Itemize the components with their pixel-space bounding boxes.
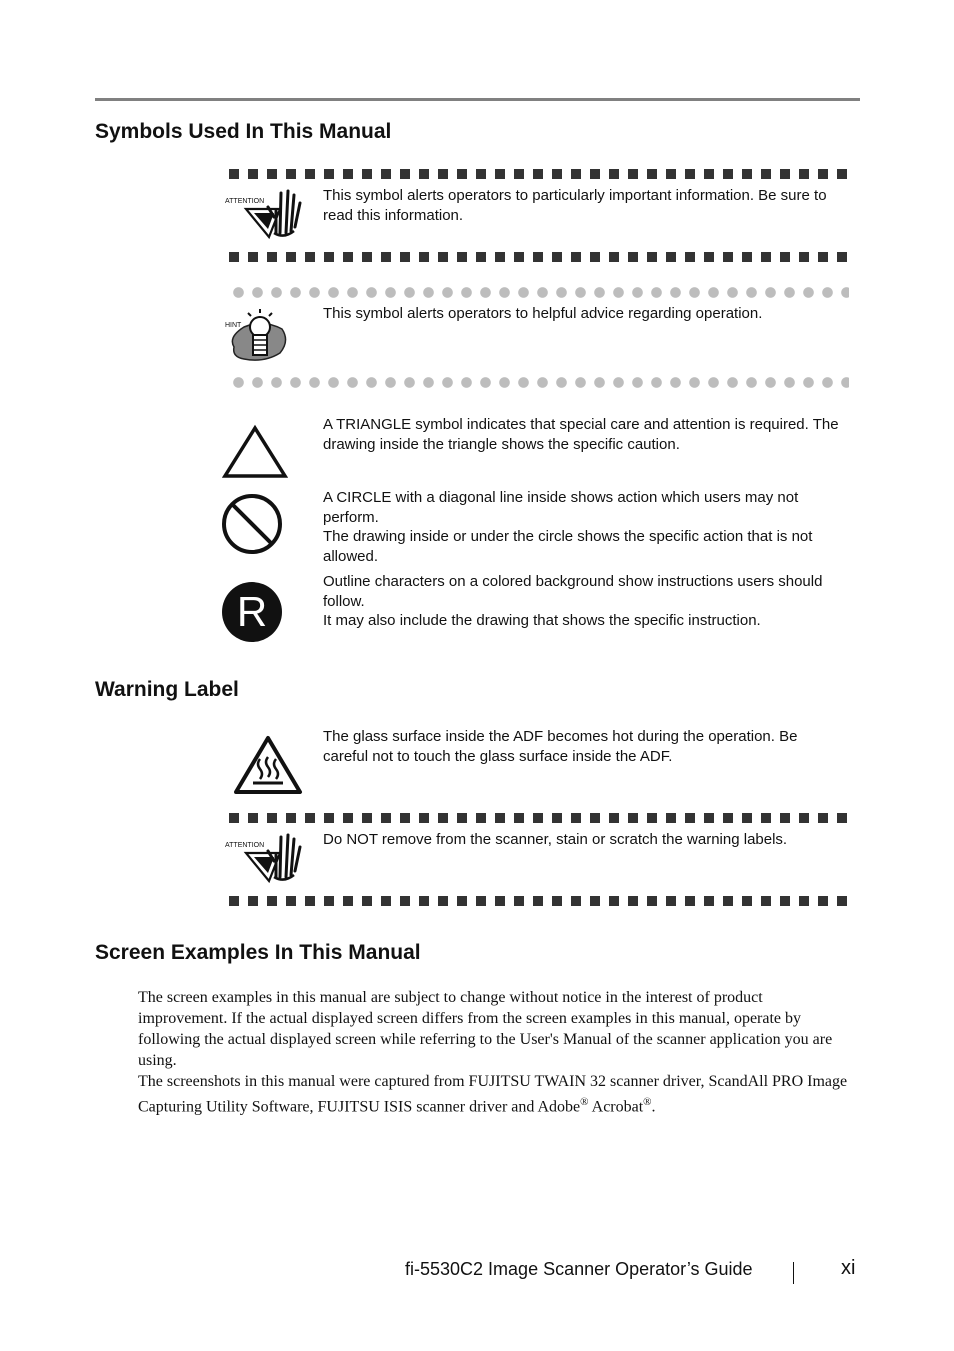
screen-paragraph-1: The screen examples in this manual are subject to change without notice in the interest of product improvement. If the actual displayed screen differs from the screen examples in this manual, operate by following the actual displayed screen while referring to the User's Manual of the scanner application you are using.	[138, 989, 833, 1069]
attention-bottom-divider	[229, 252, 849, 262]
warning-attention-top-divider	[229, 813, 849, 823]
attention-top-divider	[229, 169, 849, 179]
screen-paragraph-2	[138, 1071, 853, 1117]
warning-attention-bottom-divider	[229, 896, 849, 906]
triangle-text: A TRIANGLE symbol indicates that special care and attention is required. The drawing inside the triangle shows the specific caution.	[323, 416, 839, 453]
circle-text	[323, 488, 853, 566]
screen-heading: Screen Examples In This Manual	[95, 941, 421, 964]
hint-top-divider	[229, 287, 849, 298]
r-text-2: It may also include the drawing that shows the specific instruction.	[323, 612, 761, 629]
footer-page-number: xi	[841, 1257, 856, 1279]
hint-icon	[224, 307, 290, 363]
warning-heading: Warning Label	[95, 678, 239, 701]
registered-mark-acrobat: ®	[643, 1096, 652, 1108]
warning-attention-icon	[224, 831, 306, 885]
top-rule	[95, 98, 860, 101]
circle-text-2: The drawing inside or under the circle shows the specific action that is not allowed.	[323, 528, 813, 565]
r-text	[323, 572, 863, 631]
circle-text-1: A CIRCLE with a diagonal line inside shows action which users may not perform.	[323, 489, 799, 526]
hint-text: This symbol alerts operators to helpful advice regarding operation.	[323, 305, 763, 322]
hint-bottom-divider	[229, 377, 849, 388]
attention-text: This symbol alerts operators to particularly important information. Be sure to read this information.	[323, 187, 827, 224]
attention-icon	[224, 187, 306, 241]
symbols-heading: Symbols Used In This Manual	[95, 120, 392, 143]
triangle-caution-icon	[222, 424, 288, 480]
attention-icon-label: ATTENTION	[225, 198, 265, 205]
footer-guide-title: fi-5530C2 Image Scanner Operator’s Guide	[405, 1259, 753, 1279]
hint-icon-label: HINT	[225, 322, 242, 329]
screen-body	[138, 987, 853, 1117]
hot-surface-text: The glass surface inside the ADF becomes hot during the operation. Be careful not to touch the glass surface inside the ADF.	[323, 728, 798, 765]
prohibition-circle-icon	[221, 493, 285, 557]
hot-surface-warning-icon	[233, 735, 303, 795]
warning-attention-text: Do NOT remove from the scanner, stain or scratch the warning labels.	[323, 831, 788, 848]
screen-paragraph-2-main: The screenshots in this manual were captured from FUJITSU TWAIN 32 scanner driver, ScandAll PRO Image Capturing Utility Software, FUJITSU ISIS scanner driver and Adobe	[138, 1073, 848, 1116]
screen-paragraph-2-acrobat: Acrobat	[588, 1098, 644, 1116]
registered-mark-adobe: ®	[580, 1096, 589, 1108]
instruction-r-icon	[222, 582, 284, 642]
screen-paragraph-2-end: .	[651, 1098, 656, 1116]
r-text-1: Outline characters on a colored background show instructions users should follow.	[323, 573, 823, 610]
instruction-r-letter: R	[222, 582, 282, 642]
footer-separator	[793, 1262, 794, 1284]
warning-attention-icon-label: ATTENTION	[225, 842, 265, 849]
